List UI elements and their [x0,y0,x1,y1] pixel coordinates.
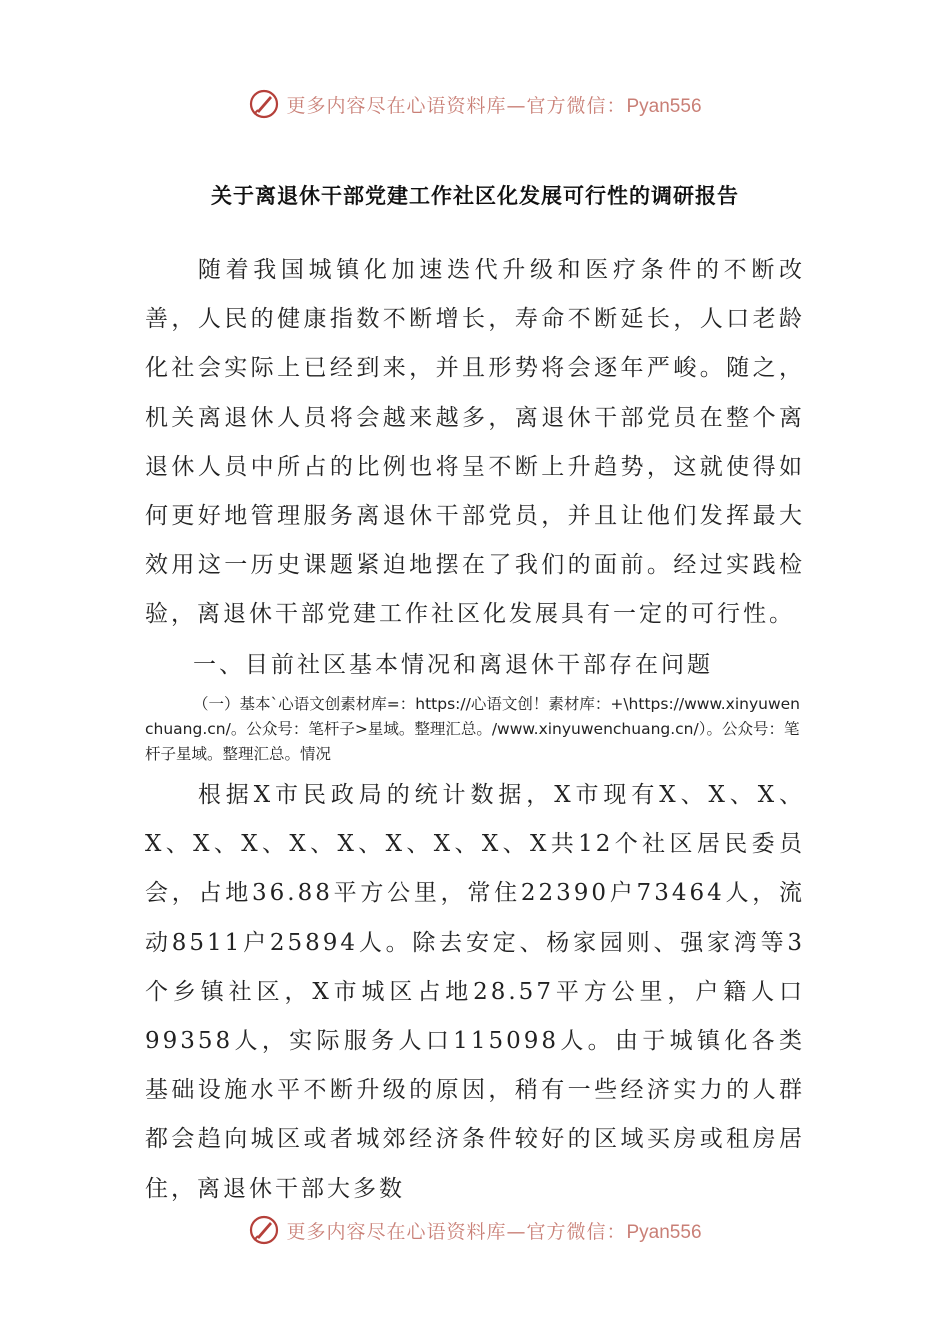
paragraph-intro: 随着我国城镇化加速迭代升级和医疗条件的不断改善，人民的健康指数不断增长，寿命不断延长，人口老龄化社会实际上已经到来，并且形势将会逐年严峻。随之，机关离退休人员将会越来越多，离退休干部党员在整个离退休人员中所占的比例也将呈不断上升趋势，这就使得如何更好地管理服务离退休干部党员，并且让他们发挥最大效用这一历史课题紧迫地摆在了我们的面前。经过实践检验，离退休干部党建工作社区化发展具有一定的可行性。 [145,257,805,628]
document-title: 关于离退休干部党建工作社区化发展可行性的调研报告 [211,184,739,208]
quill-pen-logo-icon [248,1214,280,1246]
header-watermark [0,88,950,120]
watermark-text: 更多内容尽在心语资料库—官方微信：Pyan556 [286,94,702,117]
section-heading: 一、目前社区基本情况和离退休干部存在问题 [193,652,713,678]
subsection-heading: （一）基本`心语文创素材库=：https://心语文创！素材库：+\https://www.xinyuwenchuang.cn/。公众号：笔杆子>星域。整理汇总。/www.xinyuwenchuang.cn/）。公众号：笔杆子星域。整理汇总。情况 [145,695,800,763]
paragraph-statistics: 根据X市民政局的统计数据，X市现有X、X、X、X、X、X、X、X、X、X、X、X共12个社区居民委员会，占地36.88平方公里，常住22390户73464人，流动8511户25894人。除去安定、杨家园则、强家湾等3个乡镇社区，X市城区占地28.57平方公里，户籍人口99358人，实际服务人口115098人。由于城镇化各类基础设施水平不断升级的原因，稍有一些经济实力的人群都会趋向城区或者城郊经济条件较好的区域买房或租房居住，离退休干部大多数 [145,782,805,1202]
quill-pen-logo-icon [248,88,280,120]
watermark-text: 更多内容尽在心语资料库—官方微信：Pyan556 [286,1220,702,1243]
footer-watermark [0,1214,950,1246]
